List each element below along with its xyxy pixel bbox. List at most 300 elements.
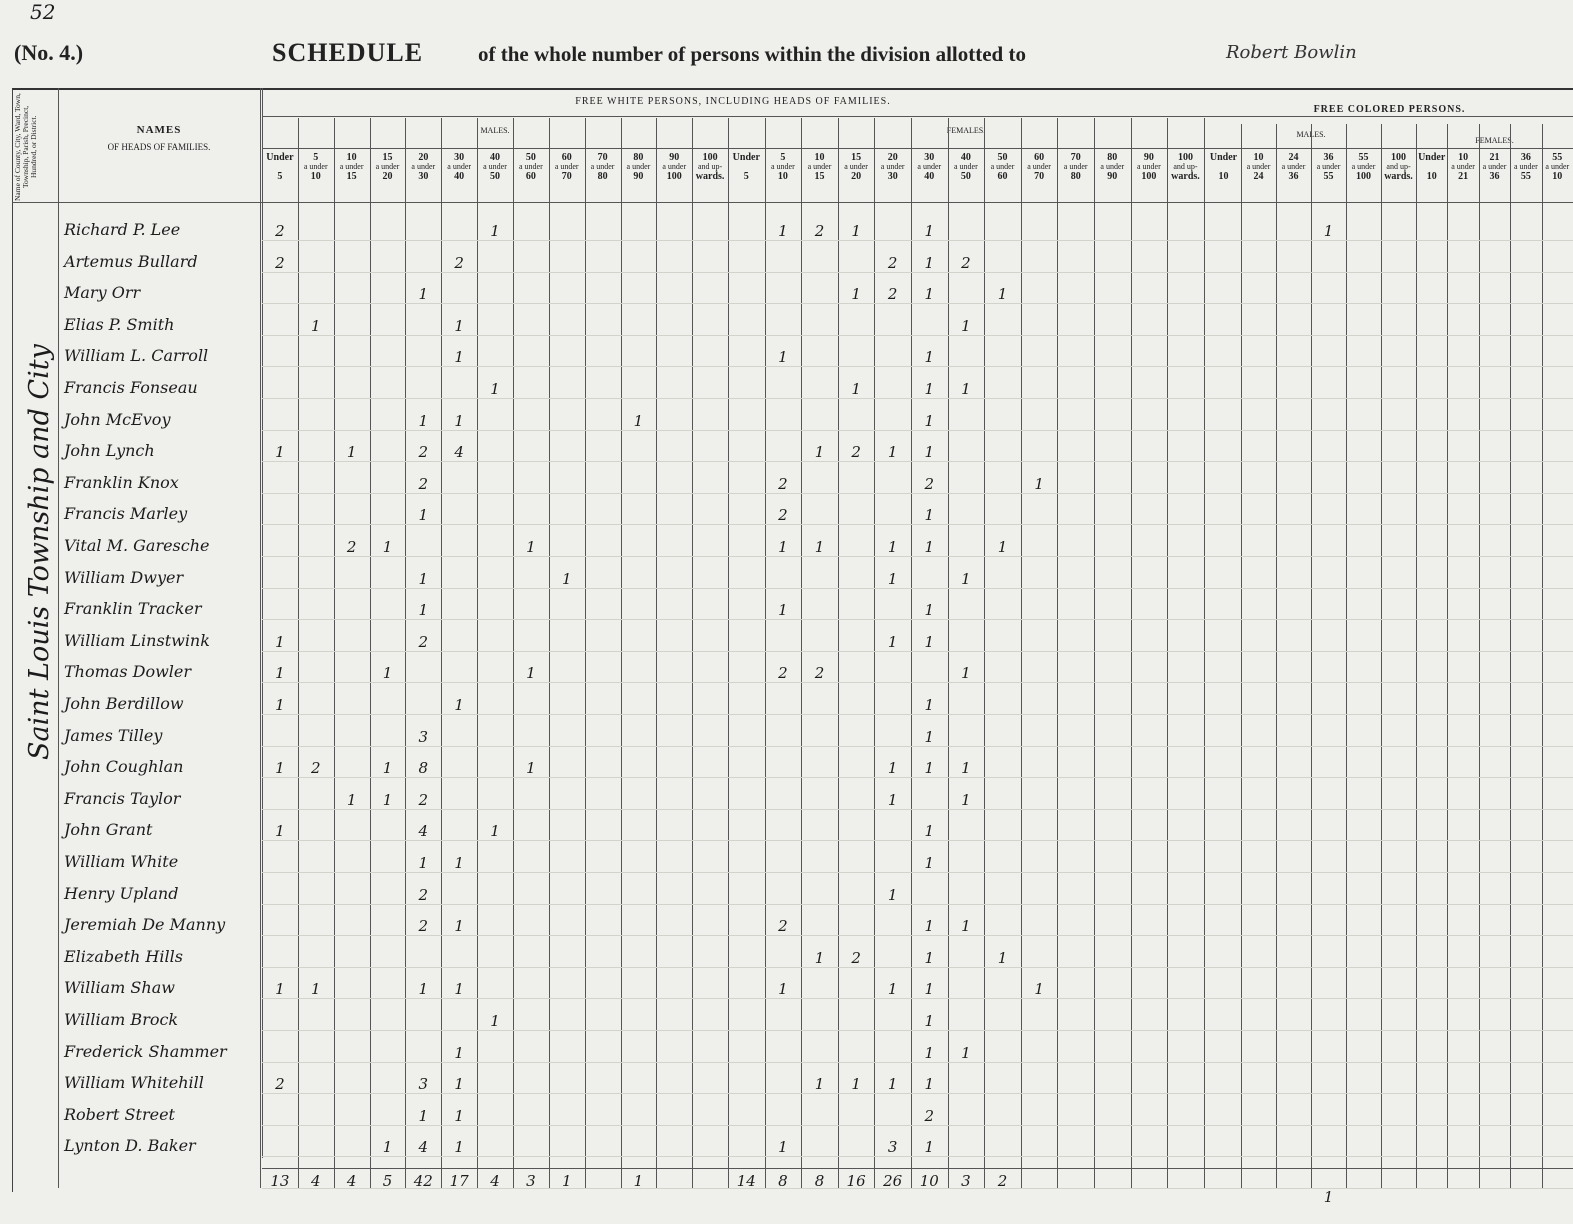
- white-female-count: 1: [961, 569, 971, 588]
- white-male-count: 2: [418, 790, 429, 809]
- ruled-line: [262, 588, 1573, 589]
- ruled-line: [262, 524, 1573, 525]
- colored-male-age-heading: 100 and up- wards.: [1384, 152, 1413, 182]
- grid-line: [692, 118, 693, 1188]
- white-male-count: 8: [418, 759, 429, 778]
- white-female-count: 1: [924, 253, 935, 272]
- grid-line: [1311, 124, 1312, 1188]
- white-female-count: 1: [961, 316, 971, 335]
- white-male-count: 1: [418, 569, 429, 588]
- white-female-count: 1: [924, 506, 935, 525]
- grid-line: [1510, 124, 1511, 1188]
- white-female-count: 1: [924, 727, 935, 746]
- page-number: 52: [30, 0, 56, 24]
- white-male-age-heading: 5 a under 10: [303, 152, 328, 182]
- white-female-count: 1: [924, 632, 935, 651]
- white-female-count: 2: [814, 664, 825, 683]
- white-male-age-heading: 15 a under 20: [375, 152, 400, 182]
- white-male-count: 1: [490, 222, 500, 240]
- white-male-total: 4: [346, 1172, 357, 1190]
- white-male-age-heading: 30 a under 40: [447, 152, 472, 182]
- head-of-family-name: William Dwyer: [64, 567, 184, 587]
- grid-line: [1021, 118, 1022, 1188]
- white-male-count: 1: [490, 822, 500, 841]
- head-of-family-name: Richard P. Lee: [64, 220, 181, 239]
- white-male-total: 4: [490, 1172, 500, 1190]
- head-of-family-name: William Brock: [64, 1010, 179, 1029]
- head-of-family-name: John McEvoy: [64, 409, 171, 429]
- white-female-count: 1: [924, 696, 935, 714]
- white-male-count: 2: [275, 222, 285, 240]
- white-male-count: 1: [382, 759, 393, 778]
- white-male-count: 1: [346, 790, 357, 809]
- grid-line: [1479, 124, 1480, 1188]
- colored-female-age-heading: 21 a under 36: [1482, 152, 1507, 182]
- white-female-count: 1: [851, 222, 861, 240]
- white-male-age-heading: 60 a under 70: [554, 152, 579, 182]
- white-female-count: 1: [924, 222, 935, 240]
- ruled-line: [262, 1125, 1573, 1126]
- white-male-count: 1: [490, 380, 500, 398]
- grid-line: [262, 116, 1573, 117]
- head-of-family-name: William Shaw: [64, 978, 175, 998]
- white-female-count: 1: [778, 1138, 788, 1157]
- white-female-count: 1: [814, 538, 825, 556]
- ruled-line: [262, 556, 1573, 557]
- white-female-count: 1: [887, 632, 898, 651]
- white-female-count: 1: [924, 348, 935, 367]
- white-female-count: 2: [851, 443, 861, 462]
- white-male-count: 1: [490, 1012, 500, 1030]
- white-female-count: 1: [924, 1012, 935, 1030]
- white-female-count: 2: [814, 222, 825, 240]
- white-female-count: 1: [887, 1075, 898, 1094]
- ruled-line: [262, 840, 1573, 841]
- white-male-total: 1: [633, 1172, 644, 1190]
- white-female-count: 1: [924, 759, 935, 778]
- ruled-line: [262, 240, 1573, 241]
- white-female-count: 2: [887, 253, 898, 272]
- colored-females-label: FEMALES.: [1475, 136, 1514, 145]
- colored-males-label: MALES.: [1296, 130, 1326, 139]
- white-female-total: 16: [846, 1172, 866, 1190]
- white-female-count: 1: [887, 885, 898, 904]
- colored-male-age-heading: Under 10: [1209, 152, 1238, 182]
- ruled-line: [262, 335, 1573, 336]
- head-of-family-name: William White: [64, 852, 179, 871]
- head-of-family-name: Francis Fonseau: [64, 378, 198, 397]
- white-male-count: 1: [418, 285, 429, 304]
- white-female-count: 1: [924, 443, 935, 462]
- white-male-count: 1: [454, 854, 464, 872]
- grid-line: [549, 118, 550, 1188]
- head-of-family-name: Henry Upland: [64, 883, 179, 903]
- white-female-count: 2: [961, 253, 971, 272]
- ruled-line: [262, 967, 1573, 968]
- white-female-age-heading: 90 a under 100: [1137, 152, 1161, 182]
- ruled-line: [262, 272, 1573, 273]
- colored-male-count: 1: [1323, 222, 1334, 240]
- white-female-count: 1: [997, 285, 1008, 304]
- grid-line: [513, 118, 514, 1188]
- grid-line: [1276, 124, 1277, 1188]
- head-of-family-name: John Lynch: [64, 441, 155, 461]
- grid-line: [948, 118, 949, 1188]
- white-female-total: 2: [997, 1172, 1008, 1190]
- white-male-count: 1: [382, 1138, 393, 1157]
- white-male-count: 1: [418, 506, 429, 525]
- white-male-count: 1: [382, 538, 393, 556]
- white-female-count: 1: [814, 948, 825, 967]
- grid-line: [1131, 118, 1132, 1188]
- white-male-count: 1: [275, 443, 285, 462]
- white-female-age-heading: Under 5: [732, 152, 760, 182]
- white-female-count: 1: [997, 948, 1008, 967]
- white-male-count: 2: [346, 538, 357, 556]
- white-male-count: 1: [454, 696, 464, 714]
- white-male-count: 1: [382, 790, 393, 809]
- head-of-family-name: Franklin Tracker: [64, 599, 202, 619]
- white-male-count: 1: [310, 316, 321, 335]
- ruled-line: [262, 935, 1573, 936]
- white-male-count: 2: [418, 443, 429, 462]
- head-of-family-name: John Grant: [64, 820, 153, 840]
- white-female-total: 26: [883, 1172, 903, 1190]
- white-male-count: 1: [275, 759, 285, 778]
- head-of-family-name: William Whitehill: [64, 1073, 204, 1093]
- table-frame: [12, 88, 1573, 1192]
- white-female-count: 1: [814, 1075, 825, 1094]
- white-female-count: 1: [924, 285, 935, 304]
- white-male-count: 2: [418, 474, 429, 493]
- white-male-total: 13: [270, 1172, 290, 1190]
- white-female-count: 1: [924, 822, 935, 841]
- white-female-count: 1: [924, 538, 935, 556]
- white-male-count: 1: [382, 664, 393, 683]
- names-subheading: OF HEADS OF FAMILIES.: [107, 142, 211, 152]
- white-female-count: 3: [887, 1138, 898, 1157]
- colored-female-age-heading: 10 a under 21: [1451, 152, 1475, 182]
- white-male-count: 2: [418, 885, 429, 904]
- free-colored-heading: FREE COLORED PERSONS.: [1313, 104, 1466, 115]
- colored-female-age-heading: 55 a under 10: [1545, 152, 1570, 182]
- grid-line: [262, 148, 1573, 149]
- head-of-family-name: Thomas Dowler: [64, 662, 192, 682]
- white-male-count: 1: [275, 664, 285, 683]
- grid-line: [801, 118, 802, 1188]
- white-female-count: 1: [924, 948, 935, 967]
- grid-line: [298, 118, 299, 1188]
- white-female-count: 1: [924, 980, 935, 999]
- white-female-count: 1: [924, 380, 935, 398]
- names-heading: NAMES: [136, 124, 182, 136]
- white-female-total: 10: [919, 1172, 939, 1190]
- white-male-age-heading: 40 a under 50: [483, 152, 507, 182]
- white-female-count: 1: [924, 1138, 935, 1157]
- grid-line: [260, 88, 261, 1188]
- white-female-age-heading: 80 a under 90: [1100, 152, 1125, 182]
- colored-male-age-heading: 55 a under 100: [1351, 152, 1376, 182]
- white-female-count: 1: [851, 285, 861, 304]
- district-name: Saint Louis Township and City: [24, 344, 55, 760]
- ruled-line: [262, 398, 1573, 399]
- grid-line: [1447, 124, 1448, 1188]
- grid-line: [765, 118, 766, 1188]
- head-of-family-name: Elizabeth Hills: [64, 946, 183, 966]
- white-female-count: 1: [924, 411, 935, 430]
- head-of-family-name: John Berdillow: [64, 694, 184, 713]
- white-male-count: 1: [526, 664, 536, 683]
- grid-line: [370, 118, 371, 1188]
- ruled-line: [262, 809, 1573, 810]
- ruled-line: [262, 493, 1573, 494]
- head-of-family-name: Vital M. Garesche: [64, 536, 210, 555]
- white-male-age-heading: Under 5: [266, 152, 294, 182]
- white-male-age-heading: 70 a under 80: [590, 152, 615, 182]
- white-female-age-heading: 70 a under 80: [1063, 152, 1088, 182]
- white-female-count: 1: [997, 538, 1008, 556]
- grid-line: [728, 118, 729, 1188]
- white-female-count: 1: [961, 759, 971, 778]
- white-male-count: 1: [418, 411, 429, 430]
- white-female-count: 1: [887, 538, 898, 556]
- ruled-line: [262, 651, 1573, 652]
- white-male-count: 1: [454, 1138, 464, 1157]
- ruled-line: [262, 461, 1573, 462]
- head-of-family-name: Frederick Shammer: [64, 1041, 227, 1061]
- colored-male-age-heading: 10 a under 24: [1246, 152, 1271, 182]
- ruled-line: [262, 303, 1573, 304]
- title-text: of the whole number of persons within the division allotted to: [478, 42, 1026, 66]
- free-white-heading: FREE WHITE PERSONS, INCLUDING HEADS OF FAMILIES.: [575, 96, 891, 107]
- white-female-total: 8: [778, 1172, 788, 1190]
- white-female-total: 14: [736, 1172, 756, 1190]
- grid-line: [656, 118, 657, 1188]
- white-female-count: 1: [778, 980, 788, 999]
- grid-line: [12, 202, 1573, 203]
- colored-male-age-heading: 24 a under 36: [1281, 152, 1306, 182]
- grid-line: [874, 118, 875, 1188]
- white-male-count: 1: [454, 316, 464, 335]
- white-female-count: 2: [778, 506, 788, 525]
- white-female-age-heading: 10 a under 15: [807, 152, 832, 182]
- white-male-count: 4: [454, 443, 464, 462]
- white-female-age-heading: 40 a under 50: [954, 152, 978, 182]
- grid-line: [1094, 118, 1095, 1188]
- white-female-total: 8: [814, 1172, 825, 1190]
- white-female-count: 1: [887, 569, 898, 588]
- white-male-count: 1: [454, 348, 464, 367]
- white-male-count: 2: [418, 632, 429, 651]
- white-female-count: 2: [778, 474, 788, 493]
- white-male-count: 1: [418, 1106, 429, 1125]
- white-male-count: 1: [275, 696, 285, 714]
- white-male-count: 1: [310, 980, 321, 999]
- grid-line: [334, 118, 335, 1188]
- schedule-number: (No. 4.): [14, 40, 84, 65]
- grid-line: [405, 118, 406, 1188]
- white-female-count: 1: [924, 601, 935, 620]
- white-male-count: 3: [418, 1075, 429, 1094]
- white-male-total: 17: [449, 1172, 469, 1190]
- head-of-family-name: Franklin Knox: [64, 472, 179, 492]
- white-male-total: 5: [382, 1172, 393, 1190]
- white-female-age-heading: 15 a under 20: [844, 152, 868, 182]
- head-of-family-name: Francis Marley: [64, 504, 188, 524]
- white-male-count: 1: [633, 411, 644, 430]
- white-female-count: 1: [961, 917, 971, 936]
- white-female-count: 1: [961, 664, 971, 683]
- white-female-count: 1: [887, 790, 898, 809]
- ruled-line: [262, 998, 1573, 999]
- white-male-count: 1: [418, 601, 429, 620]
- white-females-label: FEMALES.: [946, 126, 986, 135]
- white-male-count: 1: [454, 1043, 464, 1062]
- white-female-count: 1: [778, 222, 788, 240]
- ruled-line: [262, 366, 1573, 367]
- white-male-count: 4: [418, 822, 429, 841]
- white-female-count: 2: [924, 1106, 935, 1125]
- white-female-count: 1: [924, 854, 935, 872]
- colored-male-total: 1: [1323, 1188, 1334, 1206]
- white-male-count: 1: [275, 822, 285, 841]
- grid-line: [441, 118, 442, 1188]
- grid-line: [1542, 124, 1543, 1188]
- white-female-count: 1: [778, 538, 788, 556]
- white-male-age-heading: 50 a under 60: [518, 152, 543, 182]
- white-male-count: 1: [454, 1106, 464, 1125]
- ruled-line: [262, 1156, 1573, 1157]
- white-male-count: 1: [418, 854, 429, 872]
- white-female-count: 1: [851, 1075, 861, 1094]
- white-male-count: 1: [454, 411, 464, 430]
- white-male-age-heading: 20 a under 30: [411, 152, 436, 182]
- white-female-count: 1: [924, 1043, 935, 1062]
- white-male-age-heading: 100 and up- wards.: [695, 152, 725, 182]
- head-of-family-name: Mary Orr: [64, 283, 141, 303]
- white-female-count: 1: [1034, 980, 1044, 999]
- grid-line: [262, 1168, 1573, 1169]
- grid-line: [58, 88, 59, 1188]
- white-female-count: 1: [778, 348, 788, 367]
- white-male-count: 1: [418, 980, 429, 999]
- white-male-count: 1: [454, 980, 464, 999]
- white-male-count: 1: [454, 1075, 464, 1094]
- white-male-total: 42: [413, 1172, 433, 1190]
- white-female-count: 1: [851, 380, 861, 398]
- head-of-family-name: John Coughlan: [64, 757, 184, 777]
- head-of-family-name: Francis Taylor: [64, 788, 181, 808]
- head-of-family-name: Jeremiah De Manny: [64, 915, 226, 935]
- white-female-count: 1: [924, 1075, 935, 1094]
- head-of-family-name: Robert Street: [64, 1104, 175, 1124]
- white-male-count: 2: [454, 253, 464, 272]
- head-of-family-name: Artemus Bullard: [64, 251, 198, 271]
- ruled-line: [262, 714, 1573, 715]
- county-column-heading: Name of County, City, Ward, Town, Township, Parish, Precinct, Hundred, or District.: [13, 93, 38, 201]
- grid-line: [1381, 124, 1382, 1188]
- white-female-total: 3: [961, 1172, 971, 1190]
- white-female-count: 1: [1034, 474, 1044, 493]
- head-of-family-name: Elias P. Smith: [64, 314, 175, 334]
- white-female-count: 1: [887, 759, 898, 778]
- ruled-line: [262, 682, 1573, 683]
- white-male-count: 1: [346, 443, 357, 462]
- grid-line: [1167, 118, 1168, 1188]
- colored-female-age-heading: Under 10: [1418, 152, 1446, 182]
- grid-line: [1241, 124, 1242, 1188]
- white-male-count: 1: [454, 917, 464, 936]
- white-male-count: 4: [418, 1138, 429, 1157]
- white-male-age-heading: 80 a under 90: [626, 152, 651, 182]
- white-female-count: 2: [778, 917, 788, 936]
- white-male-count: 2: [418, 917, 429, 936]
- white-female-count: 2: [851, 948, 861, 967]
- white-males-label: MALES.: [480, 126, 510, 135]
- grid-line: [1204, 118, 1205, 1188]
- colored-male-age-heading: 36 a under 55: [1316, 152, 1341, 182]
- ruled-line: [262, 1093, 1573, 1094]
- head-of-family-name: William Linstwink: [64, 630, 210, 650]
- grid-line: [1416, 124, 1417, 1188]
- white-male-count: 1: [526, 538, 536, 556]
- white-female-count: 2: [778, 664, 788, 683]
- ruled-line: [262, 619, 1573, 620]
- white-female-age-heading: 20 a under 30: [880, 152, 905, 182]
- head-of-family-name: Lynton D. Baker: [64, 1136, 196, 1156]
- white-female-count: 1: [961, 790, 971, 809]
- white-female-count: 1: [778, 601, 788, 620]
- white-female-count: 1: [814, 443, 825, 462]
- white-male-age-heading: 10 a under 15: [339, 152, 364, 182]
- colored-female-age-heading: 36 a under 55: [1514, 152, 1538, 182]
- white-male-total: 3: [526, 1172, 536, 1190]
- white-male-count: 3: [418, 727, 429, 746]
- white-female-age-heading: 50 a under 60: [990, 152, 1015, 182]
- ruled-line: [262, 1062, 1573, 1063]
- ruled-line: [262, 872, 1573, 873]
- head-of-family-name: James Tilley: [64, 725, 163, 745]
- white-male-count: 1: [275, 632, 285, 651]
- white-female-age-heading: 5 a under 10: [771, 152, 795, 182]
- white-male-count: 1: [526, 759, 536, 778]
- white-male-count: 1: [561, 569, 572, 588]
- grid-line: [984, 118, 985, 1188]
- white-male-count: 1: [275, 980, 285, 999]
- white-male-total: 4: [310, 1172, 321, 1190]
- white-male-count: 2: [310, 759, 321, 778]
- white-female-age-heading: 100 and up- wards.: [1171, 152, 1200, 182]
- enumerator-name: Robert Bowlin: [1226, 42, 1357, 63]
- grid-line: [1057, 118, 1058, 1188]
- ruled-line: [262, 777, 1573, 778]
- white-male-count: 2: [275, 1075, 285, 1094]
- white-female-count: 1: [961, 380, 971, 398]
- head-of-family-name: William L. Carroll: [64, 346, 209, 366]
- white-female-count: 1: [887, 980, 898, 999]
- white-female-count: 1: [924, 917, 935, 936]
- ruled-line: [262, 746, 1573, 747]
- grid-line: [838, 118, 839, 1188]
- white-female-count: 1: [887, 443, 898, 462]
- ruled-line: [262, 904, 1573, 905]
- ruled-line: [262, 1030, 1573, 1031]
- grid-line: [585, 118, 586, 1188]
- title-schedule: SCHEDULE: [272, 38, 424, 67]
- white-male-count: 2: [275, 253, 285, 272]
- ruled-line: [262, 430, 1573, 431]
- white-female-count: 2: [887, 285, 898, 304]
